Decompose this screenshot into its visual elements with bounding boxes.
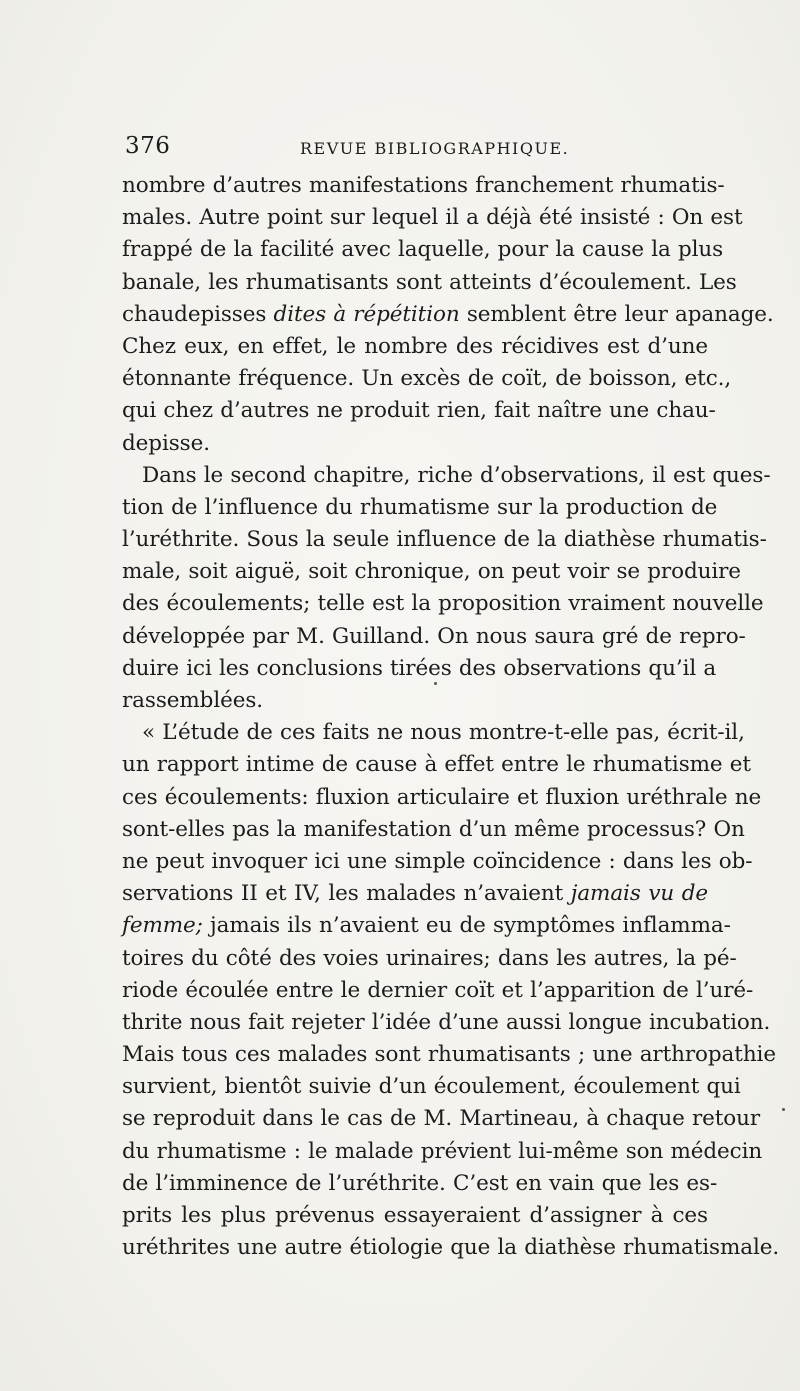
text-line: « L’étude de ces faits ne nous montre-t-elle pas, écrit-il, [142,720,745,746]
text-line: Chez eux, en effet, le nombre des récidives est d’une [122,333,708,359]
running-title: REVUE BIBLIOGRAPHIQUE. [300,139,570,158]
text-line: tion de l’influence du rhumatisme sur la production de [122,494,718,520]
body-text [122,170,780,1264]
text-line: uréthrites une autre étiologie que la diathèse rhumatismale. [122,1235,780,1261]
text-line: chaudepisses dites à répétition semblent être leur apanage. [122,301,774,327]
paper-speck [434,682,437,685]
text-line: se reproduit dans le cas de M. Martineau, à chaque retour [122,1106,761,1132]
text-line: male, soit aiguë, soit chronique, on peut voir se produire [122,559,741,585]
text-line: thrite nous fait rejeter l’idée d’une aussi longue incubation. [122,1009,771,1035]
text-line: étonnante fréquence. Un excès de coït, de boisson, etc., [122,366,732,392]
text-line: prits les plus prévenus essayeraient d’assigner à ces [122,1203,708,1228]
text-line: des écoulements; telle est la proposition vraiment nouvelle [122,591,764,617]
text-line: duire ici les conclusions tirées des observations qu’il a [122,655,717,681]
text-line: toires du côté des voies urinaires; dans les autres, la pé- [122,945,737,971]
text-line: du rhumatisme : le malade prévient lui-même son médecin [122,1138,763,1164]
text-line: ne peut invoquer ici une simple coïncidence : dans les ob- [122,848,753,874]
text-line: Mais tous ces malades sont rhumatisants ; une arthropathie [122,1042,776,1068]
text-line: banale, les rhumatisants sont atteints d’écoulement. Les [122,269,737,295]
text-line: femme; jamais ils n’avaient eu de symptômes inflamma- [122,913,731,939]
text-line: rassemblées. [122,688,264,713]
text-line: nombre d’autres manifestations franchement rhumatis- [122,173,725,198]
text-line: riode écoulée entre le dernier coït et l’apparition de l’uré- [122,977,754,1003]
text-line: qui chez d’autres ne produit rien, fait naître une chau- [122,398,716,424]
text-line: Dans le second chapitre, riche d’observations, il est ques- [142,462,771,488]
text-line: servations II et IV, les malades n’avaient jamais vu de [122,881,708,907]
text-line: ces écoulements: fluxion articulaire et fluxion uréthrale ne [122,784,762,810]
text-line: depisse. [122,430,210,456]
text-line: de l’imminence de l’uréthrite. C’est en vain que les es- [122,1170,718,1196]
text-line: développée par M. Guilland. On nous saura gré de repro- [122,623,746,649]
text-line: l’uréthrite. Sous la seule influence de la diathèse rhumatis- [122,527,767,553]
text-line: frappé de la facilité avec laquelle, pour la cause la plus [122,237,724,263]
text-line: un rapport intime de cause à effet entre le rhumatisme et [122,752,751,778]
text-line: survient, bientôt suivie d’un écoulement, écoulement qui [122,1074,741,1100]
text-line: sont-elles pas la manifestation d’un même processus? On [122,816,745,842]
paper-speck [782,1108,785,1111]
page-header [125,133,685,167]
page-number: 376 [125,133,171,159]
text-line: males. Autre point sur lequel il a déjà été insisté : On est [122,205,743,231]
